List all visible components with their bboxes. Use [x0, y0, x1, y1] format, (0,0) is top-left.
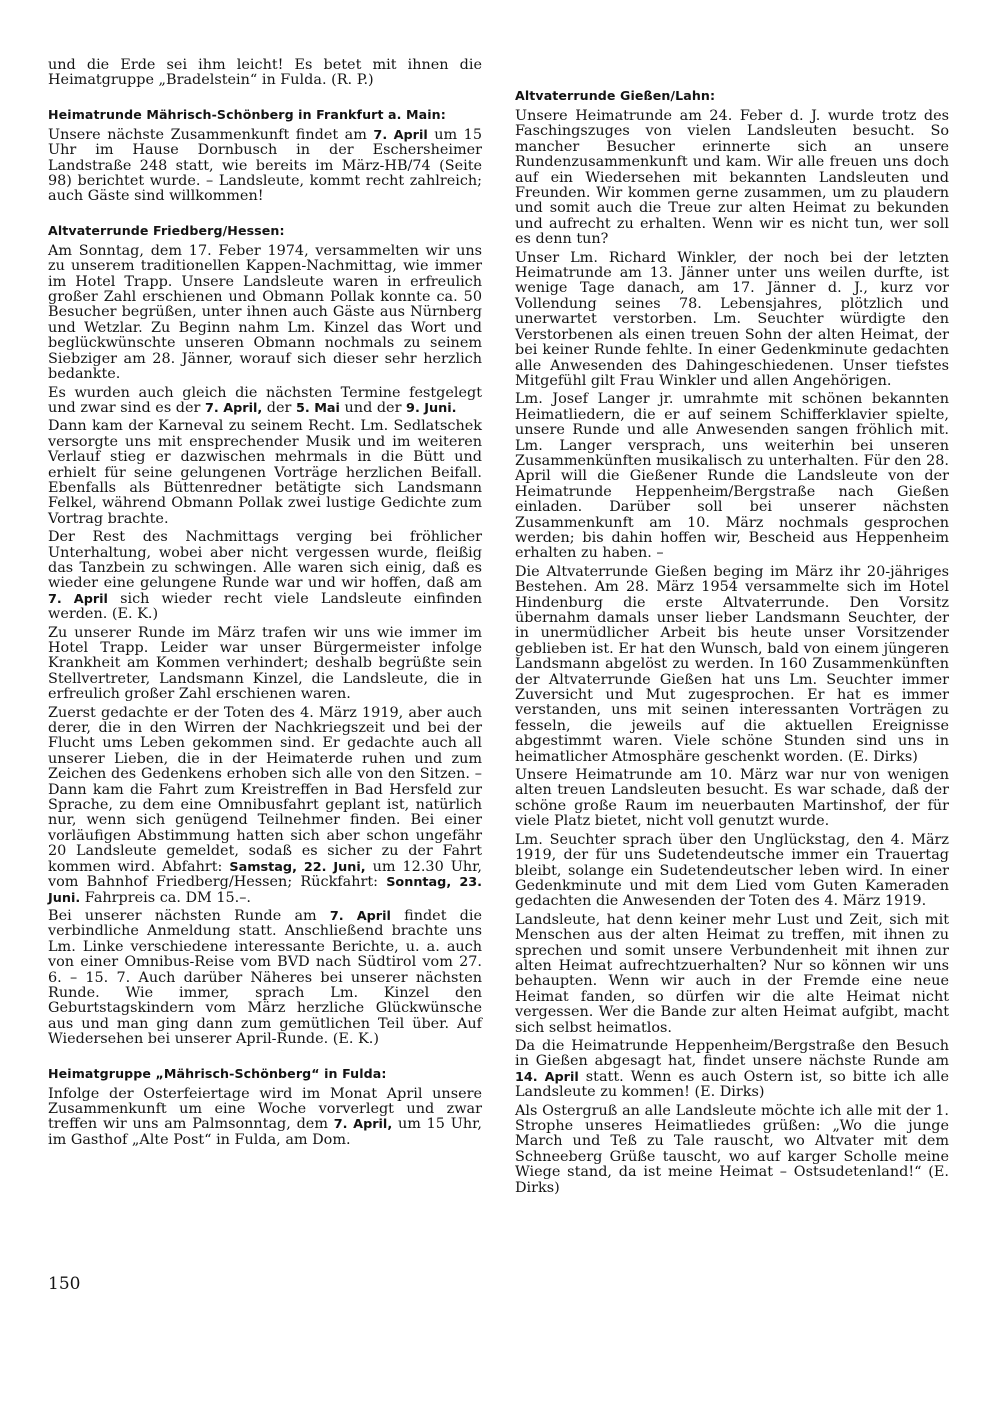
- paragraph: [48, 58, 482, 89]
- text-run: Der Rest des Nachmittags verging bei fröhlicher Unterhaltung, wobei aber nicht vergessen wurde, fleißig das Tanzbein zu schwingen. Alle waren sich einig, daß es wieder eine gelungene Runde war und wir hoffen, daß am: [48, 529, 482, 592]
- article-section: [48, 107, 482, 205]
- text-run: findet die verbindliche Anmeldung statt. Anschließend brachte uns Lm. Linke verschiedene interessante Berichte, u. a. auch von einer Omnibus-Reise vom BVD nach Südtirol vom 27. 6. – 15. 7. Auch darüber Näheres bei unserer nächsten Runde. Wie immer, sprach Lm. Kinzel den Geburtstagskindern vom März herzliche Glückwünsche aus und man ging dann zum gemütlichen Teil über. Auf Wiedersehen bei unserer April-Runde. (E. K.): [48, 907, 483, 1048]
- paragraph: [48, 419, 482, 527]
- section-heading: Heimatrunde Mährisch-Schönberg in Frankfurt a. Main:: [48, 106, 446, 122]
- paragraph: [515, 565, 949, 765]
- article-section: [48, 58, 482, 89]
- text-run: statt. Wenn es auch Ostern ist, so bitte ich alle Landsleute zu kommen! (E. Dirks): [515, 1068, 949, 1101]
- text-run: Unsere nächste Zusammenkunft findet am: [48, 126, 374, 143]
- text-run: sich wieder recht viele Landsleute einfinden werden. (E. K.): [48, 590, 482, 623]
- text-run: um 12.30 Uhr, vom Bahnhof Friedberg/Hessen; Rückfahrt:: [48, 858, 483, 891]
- text-run: um 15 Uhr, im Gasthof „Alte Post“ in Fulda, am Dom.: [48, 1116, 482, 1148]
- text-run: Infolge der Osterfeiertage wird im Monat April unsere Zusammenkunft um eine Woche vorverlegt und zwar treffen wir uns am Palmsonntag, dem: [48, 1085, 482, 1133]
- paragraph: [48, 530, 482, 622]
- text-run: Die Altvaterrunde Gießen beging im März ihr 20-jähriges Bestehen. Am 28. März 1954 versammelte sich im Hotel Hindenburg die erste Altvaterrunde. Den Vorsitz übernahm damals unser lieber Landsmann Seuchter, der in unermüdlicher Arbeit bis heute unser Vorsitzender geblieben ist. Er hat den Wunsch, bald von einem jüngeren Landsmann abgelöst zu werden. In 160 Zusammenkünften der Altvaterrunde Gießen hat uns Lm. Seuchter immer Zuversicht und Mut zugesprochen. Er hat es immer verstanden, uns mit seinen interessanten Vorträgen zu fesseln, die jeweils auf die aktuellen Ereignisse abgestimmt waren. Viele schöne Stunden sind uns in heimatlicher Atmosphäre geschenkt worden. (E. Dirks): [515, 563, 949, 765]
- text-run: Landsleute, hat denn keiner mehr Lust und Zeit, sich mit Menschen aus der alten Heimat zu treffen, mit ihnen zu sprechen und somit unsere Verbundenheit mit ihnen zur alten Heimat aufrechtzuerhalten? Nur so können wir uns behaupten. Wenn wir auch in der Fremde eine neue Heimat fanden, so dürfen wir die alte Heimat nicht vergessen. Wer die Bande zur alten Heimat aufgibt, macht sich selbst heimatlos.: [515, 911, 949, 1036]
- paragraph: [515, 833, 949, 910]
- paragraph: [515, 768, 949, 830]
- section-heading: Altvaterrunde Gießen/Lahn:: [515, 88, 716, 103]
- page-number: 150: [48, 1274, 81, 1294]
- text-run: Zu unserer Runde im März trafen wir uns wie immer im Hotel Trapp. Leider war unser Bürgermeister infolge Krankheit am Kommen verhindert; deshalb begrüßte sein Stellvertreter, Landsmann Kinzel, die Landsleute, die in erfreulich großer Zahl erschienen waren.: [48, 624, 482, 703]
- text-run: Da die Heimatrunde Heppenheim/Bergstraße den Besuch in Gießen abgesagt hat, findet unsere nächste Runde am: [515, 1037, 949, 1070]
- left-column: [48, 58, 482, 1166]
- paragraph: [48, 626, 482, 703]
- paragraph: [48, 128, 482, 205]
- paragraph: [48, 706, 482, 906]
- text-run: und der: [339, 399, 407, 416]
- paragraph: [515, 109, 949, 248]
- bold-date: 14. April: [515, 1069, 579, 1085]
- text-run: Am Sonntag, dem 17. Feber 1974, versammelten wir uns zu unserem traditionellen Kappen-Nachmittag, wie immer im Hotel Trapp. Unsere Landsleute waren in erfreulich großer Zahl erschienen und Obmann Pollak konnte ca. 50 Besucher begrüßen, unter ihnen auch Gäste aus Nürnberg und Wetzlar. Zu Beginn nahm Lm. Kinzel das Wort und beglückwünschte unseren Obmann nochmals zu seinem Siebziger am 28. Jänner, worauf sich dieser sehr herzlich bedankte.: [48, 242, 482, 383]
- section-heading: Heimatgruppe „Mährisch-Schönberg“ in Fulda:: [48, 1065, 387, 1081]
- paragraph: [515, 1104, 949, 1196]
- text-run: Es wurden auch gleich die nächsten Termine festgelegt und zwar sind es der: [48, 384, 482, 416]
- text-run: Als Ostergruß an alle Landsleute möchte ich alle mit der 1. Strophe unseres Heimatliedes grüßen: „Wo die junge March und Teß zu Tale rauscht, wo Altvater mit dem Schneeberg Grüße tauscht, wo auf karger Scholle meine Wiege stand, da ist meine Heimat – Ostsudetenland!“ (E. Dirks): [515, 1102, 949, 1196]
- article-section: [515, 88, 949, 1196]
- text-run: Dann kam der Karneval zu seinem Recht. Lm. Sedlatschek versorgte uns mit ensprechender Musik und im weiteren Verlauf stieg er dazwischen mehrmals in die Bütt und erhielt für seine gelungenen Vorträge herzlichen Beifall. Ebenfalls als Büttenredner betätigte sich Landsmann Felkel, während Obmann Pollak zwei lustige Gedichte zum Vortrag brachte.: [48, 418, 482, 527]
- paragraph: [515, 1039, 949, 1101]
- bold-date: 7. April: [48, 591, 108, 607]
- article-section: [48, 1066, 482, 1149]
- text-run: Unser Lm. Richard Winkler, der noch bei der letzten Heimatrunde am 13. Jänner unter uns weilen durfte, ist wenige Tage danach, am 17. Jänner d. J., kurz vor Vollendung seines 78. Lebensjahres, plötzlich und unerwartet verstorben. Lm. Seuchter würdigte den Verstorbenen als einen treuen Sohn der alten Heimat, der bei keiner Runde fehlte. In einer Gedenkminute gedachten alle Anwesenden des Dahingeschiedenen. Unser tiefstes Mitgefühl gilt Frau Winkler und allen Angehörigen.: [515, 249, 949, 389]
- text-run: Zuerst gedachte er der Toten des 4. März 1919, aber auch derer, die in den Wirren der Nachkriegszeit und bei der Flucht ums Leben gekommen sind. Er gedachte auch all unserer Lieben, die in der Heimaterde ruhen und zum Zeichen des Gedenkens erhoben sich alle von den Sitzen. – Dann kam die Fahrt zum Kreistreffen in Bad Hersfeld zur Sprache, zu dem eine Omnibusfahrt geplant ist, natürlich nur, wenn sich genügend Teilnehmer finden. Bei einer vorläufigen Abstimmung hatten sich aber schon ungefähr 20 Landsleute gemeldet, sodaß es sicher zu der Fahrt kommen wird. Abfahrt:: [48, 704, 482, 875]
- right-column: [515, 88, 949, 1214]
- paragraph: [515, 251, 949, 390]
- bold-date: 7. April: [329, 908, 391, 924]
- bold-date: 7. April: [373, 127, 428, 143]
- section-heading: Altvaterrunde Friedberg/Hessen:: [48, 222, 285, 238]
- bold-date: 7. April,: [333, 1117, 393, 1133]
- text-run: Fahrpreis ca. DM 15.–.: [80, 889, 252, 906]
- bold-date: 9. Juni.: [406, 400, 457, 416]
- text-run: Lm. Josef Langer jr. umrahmte mit schönen bekannten Heimatliedern, die er auf seinem Schifferklavier spielte, unsere Runde und alle Anwesenden sangen fröhlich mit. Lm. Langer versprach, uns weiterhin bei unseren Zusammenkünften musikalisch zu unterhalten. Für den 28. April will die Gießener Runde die Landsleute von der Heimatrunde Heppenheim/Bergstraße nach Gießen einladen. Darüber soll bei unserer nächsten Zusammenkunft am 10. März nochmals gesprochen werden; bis dahin hoffen wir, Bescheid aus Heppenheim erhalten zu haben. –: [515, 391, 949, 562]
- text-run: Bei unserer nächsten Runde am: [48, 907, 330, 924]
- bold-date: 5. Mai: [295, 400, 340, 416]
- text-run: um 15 Uhr im Hause Dornbusch in der Eschersheimer Landstraße 248 statt, wie bereits im März-HB/74 (Seite 98) berichtet wurde. – Landsleute, kommt recht zahlreich; auch Gäste sind willkommen!: [48, 126, 482, 205]
- bold-date: Sonntag, 23. Juni.: [48, 875, 482, 906]
- paragraph: [48, 909, 482, 1048]
- text-run: Unsere Heimatrunde am 10. März war nur von wenigen alten treuen Landsleuten besucht. Es war schade, daß der schöne große Raum im neuerbauten Martinshof, der für viele Platz bietet, nicht voll genutzt wurde.: [515, 767, 949, 830]
- paragraph: [48, 386, 482, 417]
- bold-date: Samstag, 22. Juni,: [229, 859, 366, 875]
- text-run: Unsere Heimatrunde am 24. Feber d. J. wurde trotz des Faschingszuges von vielen Landsleuten besucht. So mancher Besucher erinnerte sich an unsere Rundenzusammenkunft und kam. Wir alle freuen uns doch auf ein Wiedersehen mit bekannten Landsleuten und Freunden. Wir kommen gerne zusammen, um zu plaudern und somit auch die Treue zur alten Heimat zu bekunden und aufrecht zu erhalten. Wenn wir es nicht tun, wer soll es denn tun?: [515, 108, 949, 248]
- article-section: [48, 223, 482, 1048]
- paragraph: [48, 1087, 482, 1149]
- text-run: der: [262, 399, 296, 416]
- paragraph: [515, 913, 949, 1036]
- bold-date: 7. April,: [204, 400, 263, 416]
- text-run: und die Erde sei ihm leicht! Es betet mit ihnen die Heimatgruppe „Bradelstein“ in Fulda. (R. P.): [48, 57, 482, 89]
- paragraph: [48, 244, 482, 383]
- paragraph: [515, 392, 949, 561]
- text-run: Lm. Seuchter sprach über den Unglückstag, den 4. März 1919, der für uns Sudetendeutsche immer ein Trauertag bleibt, solange ein Sudetendeutscher leben wird. In einer Gedenkminute und mit dem Lied vom Guten Kameraden gedachten die Anwesenden der Toten des 4. März 1919.: [515, 831, 949, 910]
